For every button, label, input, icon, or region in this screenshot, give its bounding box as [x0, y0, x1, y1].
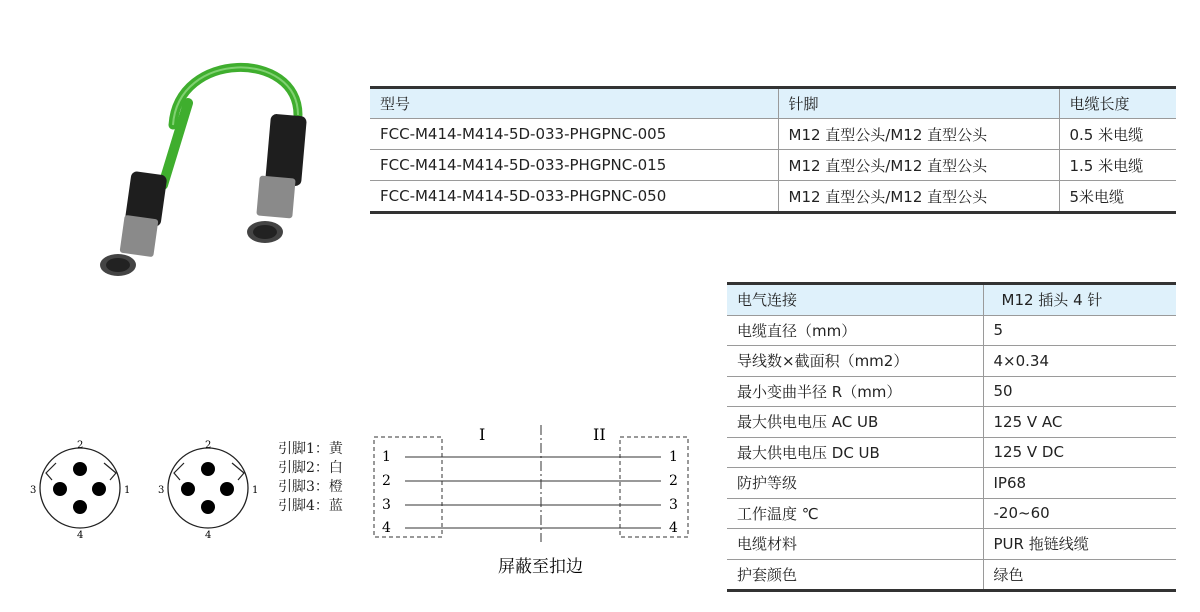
wire-pin-2-left: 2 [382, 473, 391, 489]
pin-legend-item: 引脚2：白 [278, 460, 343, 476]
spec-table [727, 282, 1176, 592]
spec-value: 50 [983, 376, 1176, 407]
spec-value: IP68 [983, 468, 1176, 499]
wiring-diagram [365, 420, 705, 590]
wire-pin-3-left: 3 [382, 497, 391, 513]
spec-value: -20~60 [983, 498, 1176, 529]
table-row [370, 150, 1176, 181]
spec-row [727, 498, 1176, 529]
header-model: 型号 [370, 88, 778, 119]
spec-row [727, 468, 1176, 499]
spec-header-row [727, 284, 1176, 316]
spec-value: 5 [983, 315, 1176, 346]
pin-color-legend [278, 440, 343, 516]
spec-label: 电气连接 [727, 284, 983, 316]
shield-caption: 屏蔽至扣边 [498, 557, 583, 577]
spec-row [727, 376, 1176, 407]
pin-label-3: 3 [158, 485, 165, 496]
spec-label: 工作温度 ℃ [727, 498, 983, 529]
pins-cell: M12 直型公头/M12 直型公头 [778, 119, 1059, 150]
pins-cell: M12 直型公头/M12 直型公头 [778, 150, 1059, 181]
spec-row [727, 407, 1176, 438]
spec-label: 导线数×截面积（mm2） [727, 346, 983, 377]
spec-row [727, 559, 1176, 591]
spec-value: 125 V DC [983, 437, 1176, 468]
pin-label-1: 1 [124, 485, 131, 496]
pin-label-3: 3 [30, 485, 37, 496]
wire-pin-4-right: 4 [669, 520, 678, 536]
spec-row [727, 529, 1176, 560]
wire-pin-2-right: 2 [669, 473, 678, 489]
spec-row [727, 437, 1176, 468]
header-length: 电缆长度 [1059, 88, 1176, 119]
spec-value: 4×0.34 [983, 346, 1176, 377]
side-label-ii: II [593, 425, 606, 444]
wire-pin-3-right: 3 [669, 497, 678, 513]
pin-label-2: 2 [205, 440, 212, 451]
length-cell: 0.5 米电缆 [1059, 119, 1176, 150]
cable-product-image [88, 55, 333, 295]
spec-value: PUR 拖链线缆 [983, 529, 1176, 560]
pins-cell: M12 直型公头/M12 直型公头 [778, 181, 1059, 213]
connector-face-right [158, 440, 258, 541]
wire-pin-4-left: 4 [382, 520, 391, 536]
pin-legend-item: 引脚3：橙 [278, 479, 343, 495]
spec-row [727, 346, 1176, 377]
spec-value: M12 插头 4 针 [983, 284, 1176, 316]
spec-value: 125 V AC [983, 407, 1176, 438]
table-header-row [370, 88, 1176, 119]
part-number-table [370, 86, 1176, 214]
model-cell: FCC-M414-M414-5D-033-PHGPNC-015 [370, 150, 778, 181]
pin-legend-item: 引脚4：蓝 [278, 498, 343, 514]
table-row [370, 181, 1176, 213]
wire-pin-1-left: 1 [382, 449, 391, 465]
spec-label: 最小变曲半径 R（mm） [727, 376, 983, 407]
spec-label: 护套颜色 [737, 565, 798, 584]
model-cell: FCC-M414-M414-5D-033-PHGPNC-005 [370, 119, 778, 150]
length-cell: 1.5 米电缆 [1059, 150, 1176, 181]
connector-face-left [30, 440, 130, 541]
length-cell: 5米电缆 [1059, 181, 1176, 213]
spec-label: 防护等级 [727, 468, 983, 499]
spec-label: 电缆材料 [727, 529, 983, 560]
spec-row [727, 315, 1176, 346]
pin-label-2: 2 [77, 440, 84, 451]
header-pins: 针脚 [778, 88, 1059, 119]
spec-label: 电缆直径（mm） [727, 315, 983, 346]
pin-label-1: 1 [252, 485, 259, 496]
spec-value: 绿色 [983, 559, 1176, 591]
table-row [370, 119, 1176, 150]
pin-label-4: 4 [205, 530, 212, 541]
spec-label: 最大供电电压 AC UB [727, 407, 983, 438]
model-cell: FCC-M414-M414-5D-033-PHGPNC-050 [380, 187, 667, 205]
side-label-i: I [479, 425, 486, 444]
wire-pin-1-right: 1 [669, 449, 678, 465]
spec-label: 最大供电电压 DC UB [727, 437, 983, 468]
pin-label-4: 4 [77, 530, 84, 541]
pin-legend-item: 引脚1：黄 [278, 441, 343, 457]
